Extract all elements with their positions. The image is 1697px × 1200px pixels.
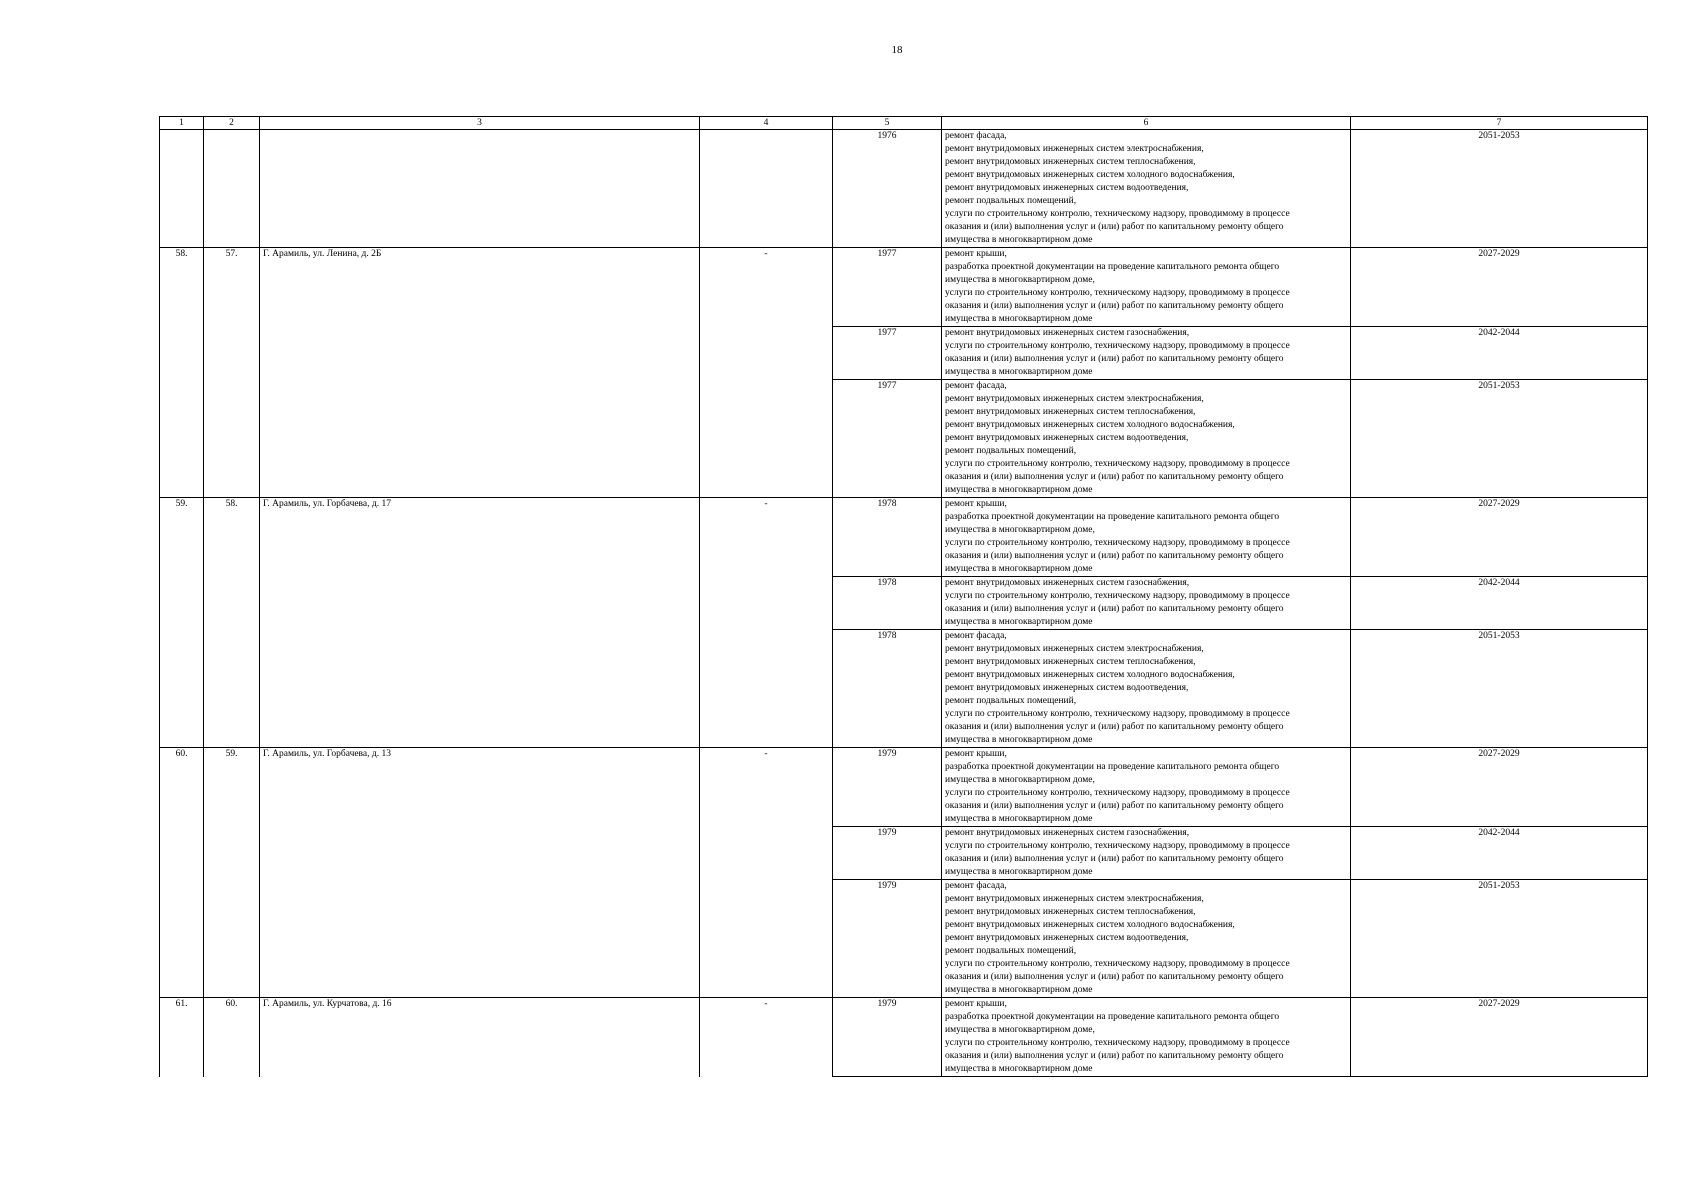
house-number-cell: 57. [204,248,260,498]
year-cell: 1979 [833,748,942,827]
period-cell: 2051-2053 [1351,130,1648,248]
works-cell: ремонт крыши, разработка проектной документации на проведение капитального ремонта общего имущества в многоквартирном доме, услуги по строительному контролю, техническому надзору, проводимому в процессе оказания и (или) выполнения услуг и (или) работ по капитальному ремонту общего имущества в многоквартирном доме [942,748,1351,827]
period-cell: 2027-2029 [1351,248,1648,327]
works-cell: ремонт фасада, ремонт внутридомовых инженерных систем электроснабжения, ремонт внутридомовых инженерных систем теплоснабжения, ремонт внутридомовых инженерных систем холодного водоснабжения, ремонт внутридомовых инженерных систем водоотведения, ремонт подвальных помещений, услуги по строительному контролю, техническому надзору, проводимому в процессе оказания и (или) выполнения услуг и (или) работ по капитальному ремонту общего имущества в многоквартирном доме [942,130,1351,248]
col4-cell: - [700,998,833,1077]
row-index-cell: 58. [160,248,204,498]
table-row [160,498,1648,577]
year-cell: 1976 [833,130,942,248]
period-cell: 2042-2044 [1351,327,1648,380]
col4-cell: - [700,248,833,498]
works-cell: ремонт внутридомовых инженерных систем газоснабжения, услуги по строительному контролю, техническому надзору, проводимому в процессе оказания и (или) выполнения услуг и (или) работ по капитальному ремонту общего имущества в многоквартирном доме [942,577,1351,630]
col4-cell: - [700,748,833,998]
house-number-cell: 60. [204,998,260,1077]
year-cell: 1978 [833,498,942,577]
column-header: 4 [700,117,833,130]
year-cell: 1979 [833,827,942,880]
table-row [160,130,1648,248]
column-number-row [160,117,1648,130]
period-cell: 2051-2053 [1351,880,1648,998]
works-cell: ремонт внутридомовых инженерных систем газоснабжения, услуги по строительному контролю, техническому надзору, проводимому в процессе оказания и (или) выполнения услуг и (или) работ по капитальному ремонту общего имущества в многоквартирном доме [942,327,1351,380]
period-cell: 2042-2044 [1351,827,1648,880]
column-header: 3 [260,117,700,130]
house-number-cell [204,130,260,248]
table-row [160,248,1648,327]
works-cell: ремонт крыши, разработка проектной документации на проведение капитального ремонта общего имущества в многоквартирном доме, услуги по строительному контролю, техническому надзору, проводимому в процессе оказания и (или) выполнения услуг и (или) работ по капитальному ремонту общего имущества в многоквартирном доме [942,248,1351,327]
period-cell: 2051-2053 [1351,630,1648,748]
row-index-cell: 61. [160,998,204,1077]
col4-cell [700,130,833,248]
table-row [160,998,1648,1077]
column-header: 5 [833,117,942,130]
year-cell: 1978 [833,630,942,748]
period-cell: 2042-2044 [1351,577,1648,630]
period-cell: 2027-2029 [1351,748,1648,827]
house-number-cell: 58. [204,498,260,748]
period-cell: 2027-2029 [1351,498,1648,577]
year-cell: 1979 [833,880,942,998]
year-cell: 1978 [833,577,942,630]
period-cell: 2027-2029 [1351,998,1648,1077]
period-cell: 2051-2053 [1351,380,1648,498]
address-cell: Г. Арамиль, ул. Горбачева, д. 13 [260,748,700,998]
page-number: 18 [891,44,903,56]
works-cell: ремонт внутридомовых инженерных систем газоснабжения, услуги по строительному контролю, техническому надзору, проводимому в процессе оказания и (или) выполнения услуг и (или) работ по капитальному ремонту общего имущества в многоквартирном доме [942,827,1351,880]
works-cell: ремонт фасада, ремонт внутридомовых инженерных систем электроснабжения, ремонт внутридомовых инженерных систем теплоснабжения, ремонт внутридомовых инженерных систем холодного водоснабжения, ремонт внутридомовых инженерных систем водоотведения, ремонт подвальных помещений, услуги по строительному контролю, техническому надзору, проводимому в процессе оказания и (или) выполнения услуг и (или) работ по капитальному ремонту общего имущества в многоквартирном доме [942,630,1351,748]
year-cell: 1979 [833,998,942,1077]
table-row [160,748,1648,827]
year-cell: 1977 [833,248,942,327]
row-index-cell: 59. [160,498,204,748]
capital-repair-table [159,116,1648,1077]
works-cell: ремонт крыши, разработка проектной документации на проведение капитального ремонта общего имущества в многоквартирном доме, услуги по строительному контролю, техническому надзору, проводимому в процессе оказания и (или) выполнения услуг и (или) работ по капитальному ремонту общего имущества в многоквартирном доме [942,498,1351,577]
works-cell: ремонт фасада, ремонт внутридомовых инженерных систем электроснабжения, ремонт внутридомовых инженерных систем теплоснабжения, ремонт внутридомовых инженерных систем холодного водоснабжения, ремонт внутридомовых инженерных систем водоотведения, ремонт подвальных помещений, услуги по строительному контролю, техническому надзору, проводимому в процессе оказания и (или) выполнения услуг и (или) работ по капитальному ремонту общего имущества в многоквартирном доме [942,380,1351,498]
column-header: 2 [204,117,260,130]
year-cell: 1977 [833,327,942,380]
address-cell: Г. Арамиль, ул. Горбачева, д. 17 [260,498,700,748]
address-cell: Г. Арамиль, ул. Курчатова, д. 16 [260,998,700,1077]
address-cell [260,130,700,248]
column-header: 1 [160,117,204,130]
column-header: 6 [942,117,1351,130]
row-index-cell: 60. [160,748,204,998]
house-number-cell: 59. [204,748,260,998]
year-cell: 1977 [833,380,942,498]
row-index-cell [160,130,204,248]
column-header: 7 [1351,117,1648,130]
address-cell: Г. Арамиль, ул. Ленина, д. 2Б [260,248,700,498]
works-cell: ремонт фасада, ремонт внутридомовых инженерных систем электроснабжения, ремонт внутридомовых инженерных систем теплоснабжения, ремонт внутридомовых инженерных систем холодного водоснабжения, ремонт внутридомовых инженерных систем водоотведения, ремонт подвальных помещений, услуги по строительному контролю, техническому надзору, проводимому в процессе оказания и (или) выполнения услуг и (или) работ по капитальному ремонту общего имущества в многоквартирном доме [942,880,1351,998]
col4-cell: - [700,498,833,748]
works-cell: ремонт крыши, разработка проектной документации на проведение капитального ремонта общего имущества в многоквартирном доме, услуги по строительному контролю, техническому надзору, проводимому в процессе оказания и (или) выполнения услуг и (или) работ по капитальному ремонту общего имущества в многоквартирном доме [942,998,1351,1077]
